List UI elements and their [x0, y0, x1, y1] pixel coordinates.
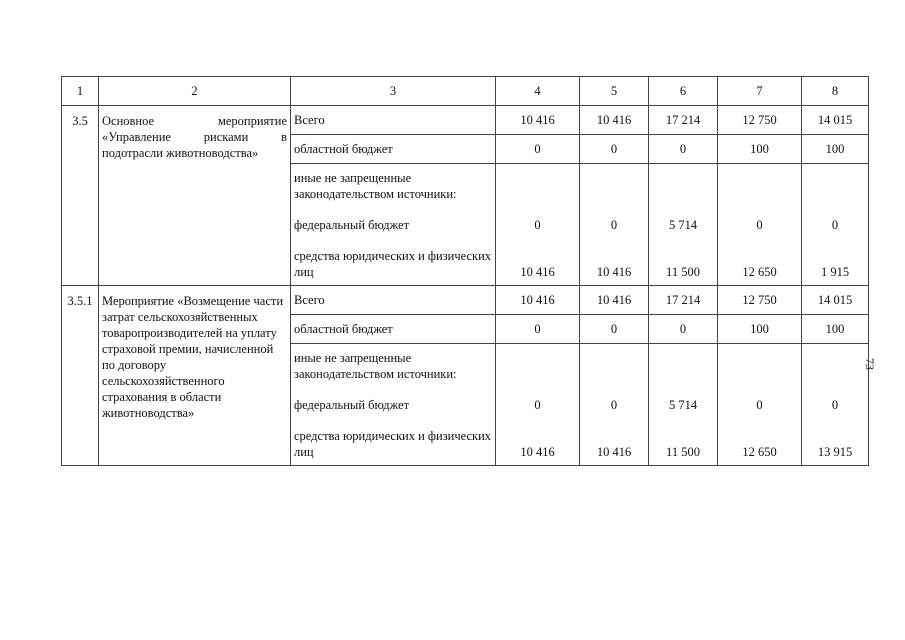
value-stack [805, 350, 865, 460]
header-row [62, 77, 869, 106]
federal-value: 0 [756, 218, 763, 232]
federal-value: 0 [534, 218, 541, 232]
source-label: областной бюджет [291, 315, 496, 344]
value-cell: 14 015 [802, 286, 869, 315]
value-stack-cell [718, 164, 802, 286]
value-cell: 10 416 [496, 106, 580, 135]
value-stack [721, 350, 798, 460]
federal-value: 5 714 [668, 398, 698, 412]
value-stack-cell [496, 164, 580, 286]
legal-entities-label: средства юридических и физических лиц [294, 429, 492, 459]
header-cell: 1 [62, 77, 99, 106]
header-cell: 2 [99, 77, 291, 106]
value-stack [652, 350, 714, 460]
federal-value: 0 [756, 398, 763, 412]
value-stack [583, 350, 645, 460]
legal-value: 12 650 [742, 265, 777, 279]
value-cell: 12 750 [718, 286, 802, 315]
other-sources-cell [291, 164, 496, 286]
legal-value: 13 915 [817, 445, 853, 459]
value-cell: 0 [580, 315, 649, 344]
value-stack [721, 170, 798, 280]
value-stack-cell [496, 344, 580, 466]
value-cell: 17 214 [649, 106, 718, 135]
value-stack [499, 170, 576, 280]
value-cell: 0 [496, 315, 580, 344]
value-cell: 14 015 [802, 106, 869, 135]
item-code: 3.5.1 [62, 286, 99, 466]
header-cell: 7 [718, 77, 802, 106]
legal-value: 10 416 [520, 445, 555, 459]
header-cell: 4 [496, 77, 580, 106]
other-sources-stack [294, 170, 492, 280]
item-code: 3.5 [62, 106, 99, 286]
value-cell: 100 [718, 315, 802, 344]
legal-value: 10 416 [520, 265, 555, 279]
value-stack-cell [802, 164, 869, 286]
source-label: Всего [291, 106, 496, 135]
federal-value: 0 [831, 398, 839, 412]
value-cell: 0 [649, 315, 718, 344]
federal-budget-label: федеральный бюджет [294, 218, 410, 232]
other-sources-label: иные не запрещенные законодательством источники: [294, 351, 457, 381]
value-cell: 10 416 [580, 106, 649, 135]
value-cell: 100 [718, 135, 802, 164]
value-stack [499, 350, 576, 460]
value-cell: 100 [802, 135, 869, 164]
value-cell: 0 [580, 135, 649, 164]
other-sources-stack [294, 350, 492, 460]
legal-value: 1 915 [820, 265, 850, 279]
event-name: Мероприятие «Возмещение части затрат сельскохозяйственных товаропроизводителей на уплату страховой премии, начисленной по договору сельскохозяйственного страхования в области животноводства» [99, 286, 291, 466]
federal-value: 0 [831, 218, 839, 232]
federal-value: 0 [534, 398, 541, 412]
value-cell: 17 214 [649, 286, 718, 315]
value-stack [583, 170, 645, 280]
value-cell: 100 [802, 315, 869, 344]
value-cell: 10 416 [580, 286, 649, 315]
value-cell: 0 [649, 135, 718, 164]
value-stack-cell [649, 344, 718, 466]
header-cell: 5 [580, 77, 649, 106]
legal-value: 12 650 [742, 445, 777, 459]
value-stack-cell [580, 164, 649, 286]
value-stack [805, 170, 865, 280]
source-label: Всего [291, 286, 496, 315]
source-label: областной бюджет [291, 135, 496, 164]
value-stack-cell [802, 344, 869, 466]
federal-budget-label: федеральный бюджет [294, 398, 410, 412]
value-stack-cell [580, 344, 649, 466]
value-stack-cell [718, 344, 802, 466]
total-row [62, 106, 869, 135]
header-cell: 3 [291, 77, 496, 106]
value-stack-cell [649, 164, 718, 286]
legal-value: 10 416 [596, 265, 632, 279]
legal-value: 11 500 [666, 445, 700, 459]
federal-value: 0 [610, 218, 618, 232]
federal-value: 5 714 [668, 218, 698, 232]
page-number: 73 [863, 358, 877, 370]
total-row [62, 286, 869, 315]
federal-value: 0 [610, 398, 618, 412]
header-cell: 6 [649, 77, 718, 106]
event-name: Основное мероприятие «Управление рисками в подотрасли животноводства» [99, 106, 291, 286]
budget-table [61, 76, 869, 466]
value-cell: 10 416 [496, 286, 580, 315]
legal-entities-label: средства юридических и физических лиц [294, 249, 492, 279]
other-sources-label: иные не запрещенные законодательством источники: [294, 171, 457, 201]
value-stack [652, 170, 714, 280]
value-cell: 12 750 [718, 106, 802, 135]
header-cell: 8 [802, 77, 869, 106]
legal-value: 10 416 [596, 445, 632, 459]
other-sources-cell [291, 344, 496, 466]
value-cell: 0 [496, 135, 580, 164]
legal-value: 11 500 [666, 265, 700, 279]
